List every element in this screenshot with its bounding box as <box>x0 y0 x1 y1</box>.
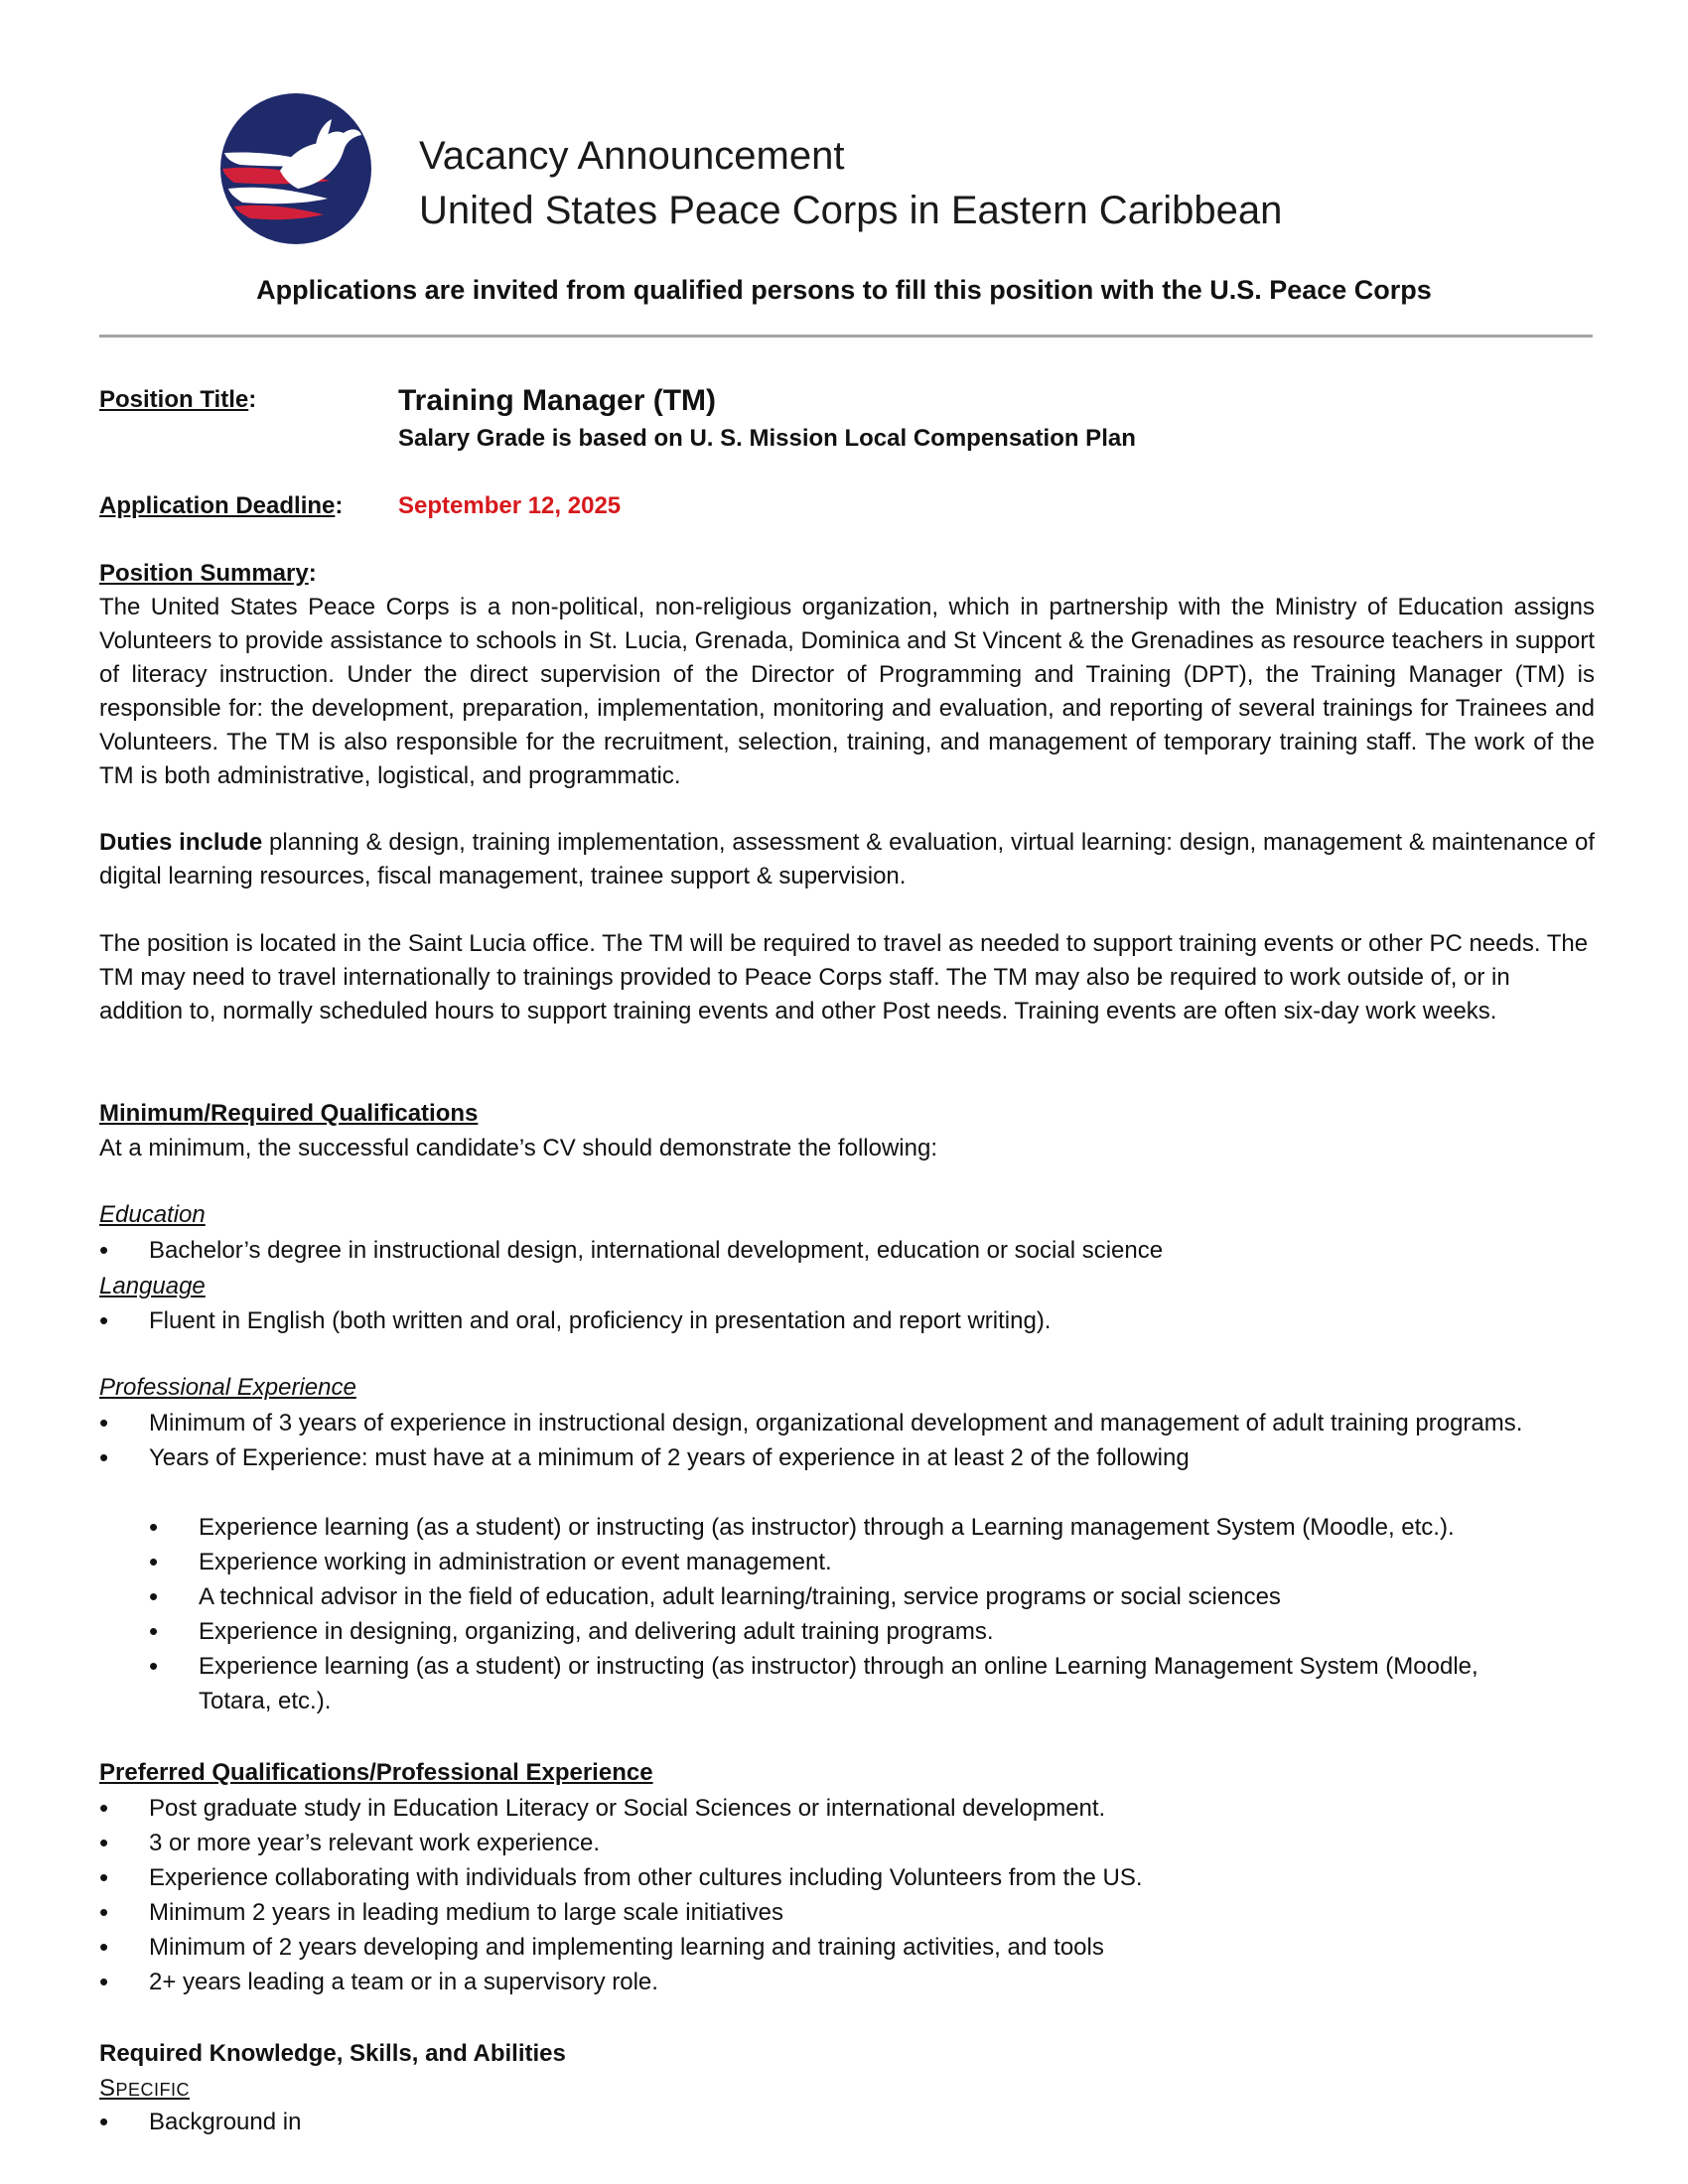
list-item: • Experience learning (as a student) or instructing (as instructor) through an online Learning Management System (Moodle, Totara, etc.). <box>149 1649 1595 1718</box>
list-item: • 3 or more year’s relevant work experience. <box>99 1826 1595 1860</box>
minimum-qualifications-heading: Minimum/Required Qualifications <box>99 1100 479 1127</box>
deadline-date: September 12, 2025 <box>398 492 622 519</box>
announcement-title-line1: Vacancy Announcement <box>419 134 845 178</box>
announcement-title <box>419 129 1282 238</box>
position-title-label-text: Position Title <box>99 386 249 413</box>
header-divider <box>99 335 1593 338</box>
preferred-list <box>99 1791 1595 1999</box>
deadline-label: Application Deadline: <box>99 492 344 519</box>
list-item: • Bachelor’s degree in instructional design, international development, education or social science <box>99 1233 1595 1268</box>
duties-paragraph <box>99 826 1595 893</box>
list-item: • Post graduate study in Education Literacy or Social Sciences or international development. <box>99 1791 1595 1826</box>
minimum-qualifications-intro: At a minimum, the successful candidate’s CV should demonstrate the following: <box>99 1135 937 1161</box>
position-summary-label: Position Summary: <box>99 560 317 587</box>
list-item: • Experience in designing, organizing, and delivering adult training programs. <box>149 1614 1595 1649</box>
list-item: • Fluent in English (both written and oral, proficiency in presentation and report writing). <box>99 1303 1595 1338</box>
specific-label: SPECIFIC <box>99 2075 191 2102</box>
list-item: • Background in <box>99 2105 1595 2139</box>
position-summary-text: The United States Peace Corps is a non-political, non-religious organization, which in partnership with the Ministry of Education assigns Volunteers to provide assistance to schools in St. Lucia, Grenada, Dominica and St Vincent & the Grenadines as resource teachers in support of literacy instruction. Under the direct supervision of the Director of Programming and Training (DPT), the Training Manager (TM) is responsible for: the development, preparation, implementation, monitoring and evaluation, and reporting of several trainings for Trainees and Volunteers. The TM is also responsible for the recruitment, selection, training, and management of temporary training staff. The work of the TM is both administrative, logistical, and programmatic. <box>99 594 1595 789</box>
list-item: • 2+ years leading a team or in a supervisory role. <box>99 1965 1595 1999</box>
language-label: Language <box>99 1273 206 1299</box>
list-item: • Minimum 2 years in leading medium to large scale initiatives <box>99 1895 1595 1930</box>
duties-lead: Duties include <box>99 829 263 856</box>
ksa-heading: Required Knowledge, Skills, and Abilities <box>99 2040 566 2067</box>
invitation-line: Applications are invited from qualified persons to fill this position with the U.S. Peace Corps <box>256 275 1432 305</box>
position-title: Training Manager (TM) <box>398 384 717 417</box>
education-list <box>99 1233 1595 1268</box>
education-label: Education <box>99 1201 206 1228</box>
list-item: • Experience collaborating with individuals from other cultures including Volunteers from the US. <box>99 1860 1595 1895</box>
list-item: • Experience working in administration or event management. <box>149 1545 1595 1579</box>
list-item: • Minimum of 2 years developing and implementing learning and training activities, and tools <box>99 1930 1595 1965</box>
language-list <box>99 1303 1595 1338</box>
list-item: • Years of Experience: must have at a minimum of 2 years of experience in at least 2 of the following <box>99 1440 1545 1475</box>
experience-sub-list <box>149 1510 1595 1718</box>
announcement-title-line2: United States Peace Corps in Eastern Caribbean <box>419 189 1283 232</box>
position-title-label: Position Title: <box>99 386 257 413</box>
deadline-label-text: Application Deadline <box>99 492 336 519</box>
list-item: • Minimum of 3 years of experience in instructional design, organizational development and management of adult training programs. <box>99 1406 1545 1440</box>
professional-experience-label: Professional Experience <box>99 1374 356 1401</box>
position-summary-label-text: Position Summary <box>99 560 309 587</box>
duties-text: planning & design, training implementation, assessment & evaluation, virtual learning: design, management & maintenance of digital learning resources, fiscal management, trainee support & supervision. <box>99 829 1595 889</box>
location-paragraph: The position is located in the Saint Lucia office. The TM will be required to travel as needed to support training events or other PC needs. The TM may need to travel internationally to trainings provided to Peace Corps staff. The TM may also be required to work outside of, or in addition to, normally scheduled hours to support training events and other Post needs. Training events are often six-day work weeks. <box>99 930 1589 1024</box>
salary-grade-note: Salary Grade is based on U. S. Mission Local Compensation Plan <box>398 425 1136 452</box>
preferred-qualifications-heading: Preferred Qualifications/Professional Experience <box>99 1759 653 1786</box>
ksa-list <box>99 2105 1595 2139</box>
list-item: • A technical advisor in the field of education, adult learning/training, service programs or social sciences <box>149 1579 1595 1614</box>
peace-corps-dove-logo-icon <box>220 93 371 244</box>
list-item: • Experience learning (as a student) or instructing (as instructor) through a Learning management System (Moodle, etc.). <box>149 1510 1595 1545</box>
experience-list <box>99 1406 1545 1475</box>
